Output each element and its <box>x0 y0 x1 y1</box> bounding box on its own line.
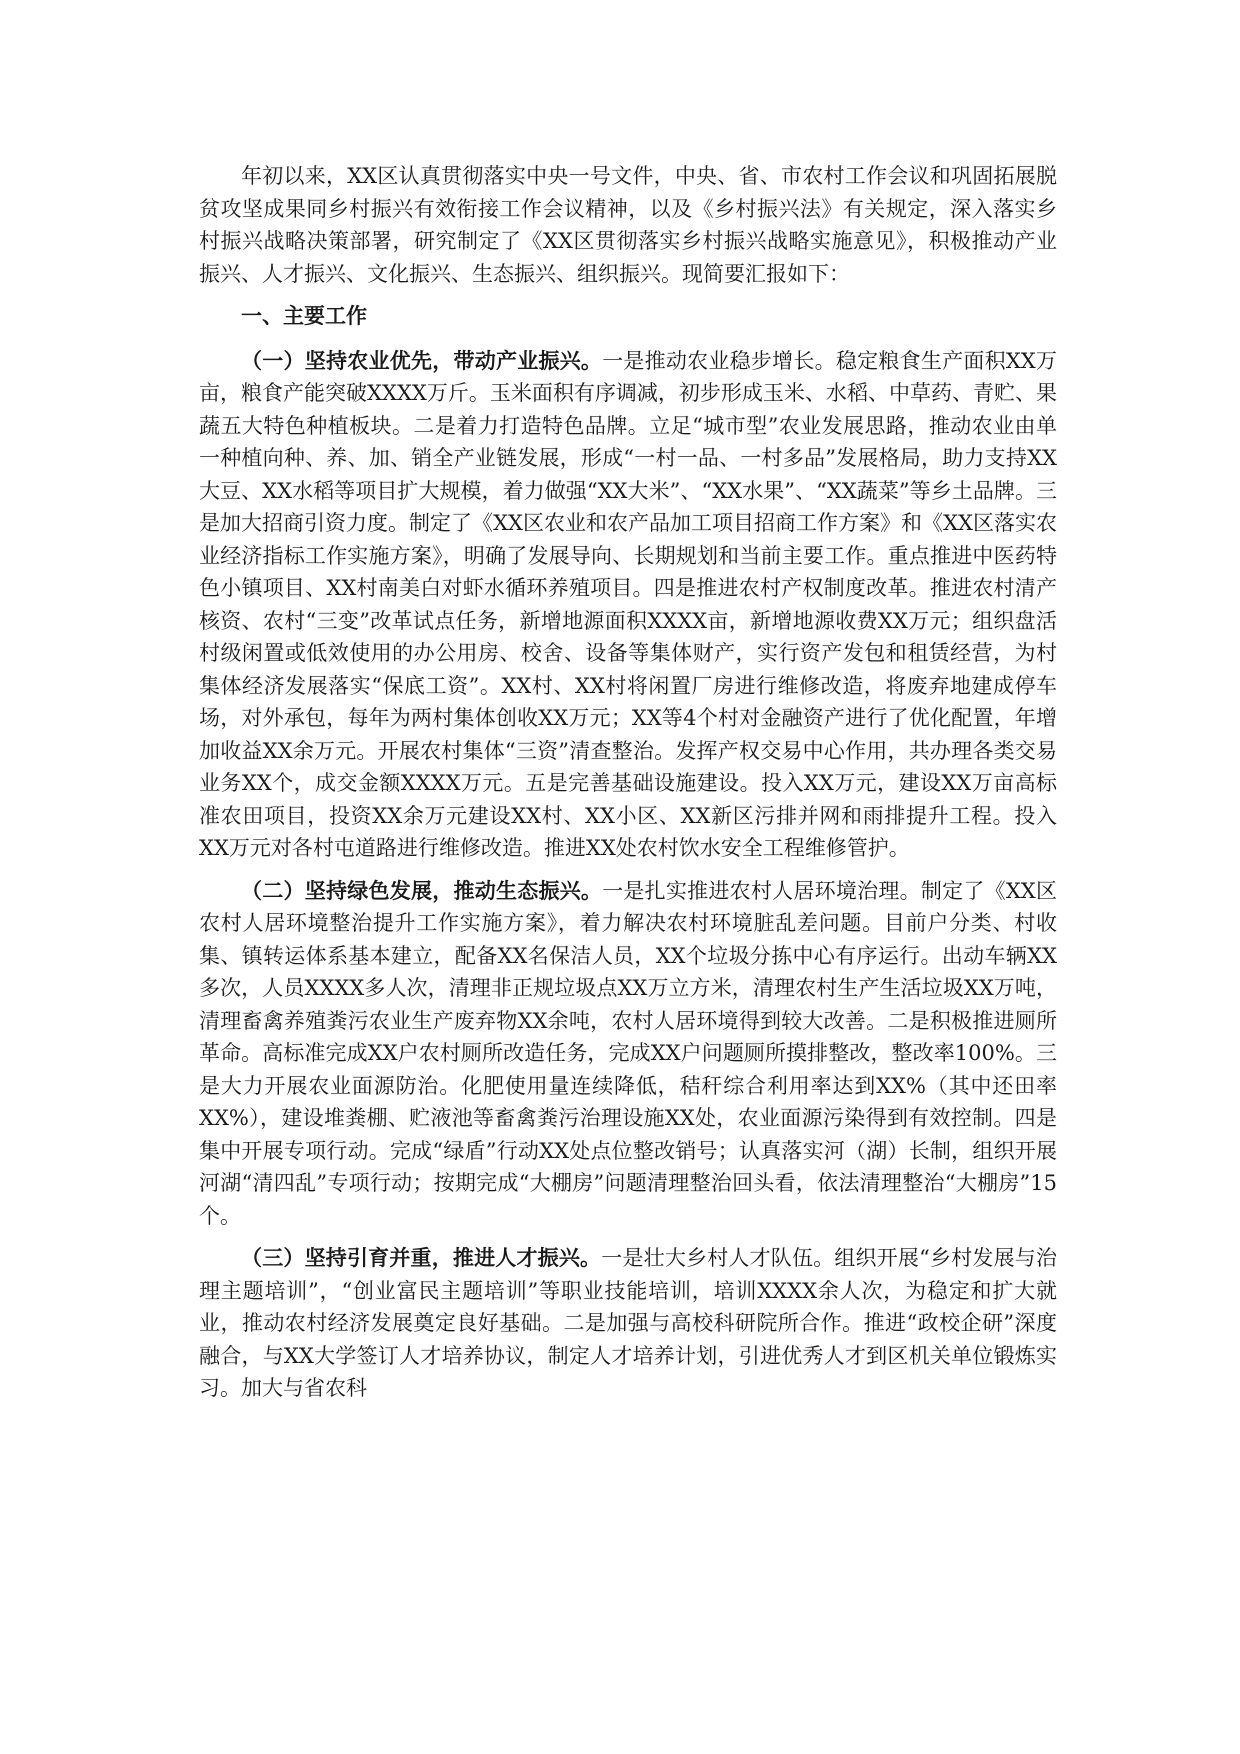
intro-paragraph: 年初以来，XX区认真贯彻落实中央一号文件，中央、省、市农村工作会议和巩固拓展脱贫攻坚成果同乡村振兴有效衔接工作会议精神，以及《乡村振兴法》有关规定，深入落实乡村振兴战略决策部署，研究制定了《XX区贯彻落实乡村振兴战略实施意见》，积极推动产业振兴、人才振兴、文化振兴、生态振兴、组织振兴。现简要汇报如下： <box>199 164 1057 286</box>
document-page <box>199 160 1057 1415</box>
paragraph-industry-revitalization <box>199 345 1057 865</box>
paragraph-lead: （一）坚持农业优先，带动产业振兴。 <box>241 347 603 373</box>
paragraph-talent-revitalization <box>199 1242 1057 1405</box>
section-heading-main-work: 一、主要工作 <box>241 303 367 328</box>
paragraph-body: 一是扎实推进农村人居环境治理。制定了《XX区农村人居环境整治提升工作实施方案》，着力解决农村环境脏乱差问题。目前户分类、村收集、镇转运体系基本建立，配备XX名保洁人员，XX个垃圾分拣中心有序运行。出动车辆XX多次，人员XXXX多人次，清理非正规垃圾点XX万立方米，清理农村生产生活垃圾XX万吨，清理畜禽养殖粪污农业生产废弃物XX余吨，农村人居环境得到较大改善。二是积极推进厕所革命。高标准完成XX户农村厕所改造任务，完成XX户问题厕所摸排整改，整改率100%。三是大力开展农业面源防治。化肥使用量连续降低，秸秆综合利用率达到XX%（其中还田率XX%），建设堆粪棚、贮液池等畜禽粪污治理设施XX处，农业面源污染得到有效控制。四是集中开展专项行动。完成“绿盾”行动XX处点位整改销号；认真落实河（湖）长制，组织开展河湖“清四乱”专项行动；按期完成“大棚房”问题清理整治回头看，依法清理整治“大棚房”15个。 <box>199 878 1058 1228</box>
paragraph-body: 一是推动农业稳步增长。稳定粮食生产面积XX万亩，粮食产能突破XXXX万斤。玉米面积有序调减，初步形成玉米、水稻、中草药、青贮、果蔬五大特色种植板块。二是着力打造特色品牌。立足“城市型”农业发展思路，推动农业由单一种植向种、养、加、销全产业链发展，形成“一村一品、一村多品”发展格局，助力支持XX大豆、XX水稻等项目扩大规模，着力做强“XX大米”、“XX水果”、“XX蔬菜”等乡土品牌。三是加大招商引资力度。制定了《XX区农业和农产品加工项目招商工作方案》和《XX区落实农业经济指标工作实施方案》，明确了发展导向、长期规划和当前主要工作。重点推进中医药特色小镇项目、XX村南美白对虾水循环养殖项目。四是推进农村产权制度改革。推进农村清产核资、农村“三变”改革试点任务，新增地源面积XXXX亩，新增地源收费XX万元；组织盘活村级闲置或低效使用的办公用房、校舍、设备等集体财产，实行资产发包和租赁经营，为村集体经济发展落实“保底工资”。XX村、XX村将闲置厂房进行维修改造，将废弃地建成停车场，对外承包，每年为两村集体创收XX万元；XX等4个村对金融资产进行了优化配置，年增加收益XX余万元。开展农村集体“三资”清查整治。发挥产权交易中心作用，共办理各类交易业务XX个，成交金额XXXX万元。五是完善基础设施建设。投入XX万元，建设XX万亩高标准农田项目，投资XX余万元建设XX村、XX小区、XX新区污排并网和雨排提升工程。投入XX万元对各村屯道路进行维修改造。推进XX处农村饮水安全工程维修管护。 <box>199 348 1058 860</box>
paragraph-ecology-revitalization <box>199 875 1057 1233</box>
paragraph-lead: （二）坚持绿色发展，推动生态振兴。 <box>241 877 603 903</box>
paragraph-lead: （三）坚持引育并重，推进人才振兴。 <box>241 1245 602 1270</box>
paragraph-body: 一是壮大乡村人才队伍。组织开展“乡村发展与治理主题培训”，“创业富民主题培训”等职业技能培训，培训XXXX余人次，为稳定和扩大就业，推动农村经济发展奠定良好基础。二是加强与高校科研院所合作。推进“政校企研”深度融合，与XX大学签订人才培养协议，制定人才培养计划，引进优秀人才到区机关单位锻炼实习。加大与省农科 <box>199 1246 1057 1400</box>
